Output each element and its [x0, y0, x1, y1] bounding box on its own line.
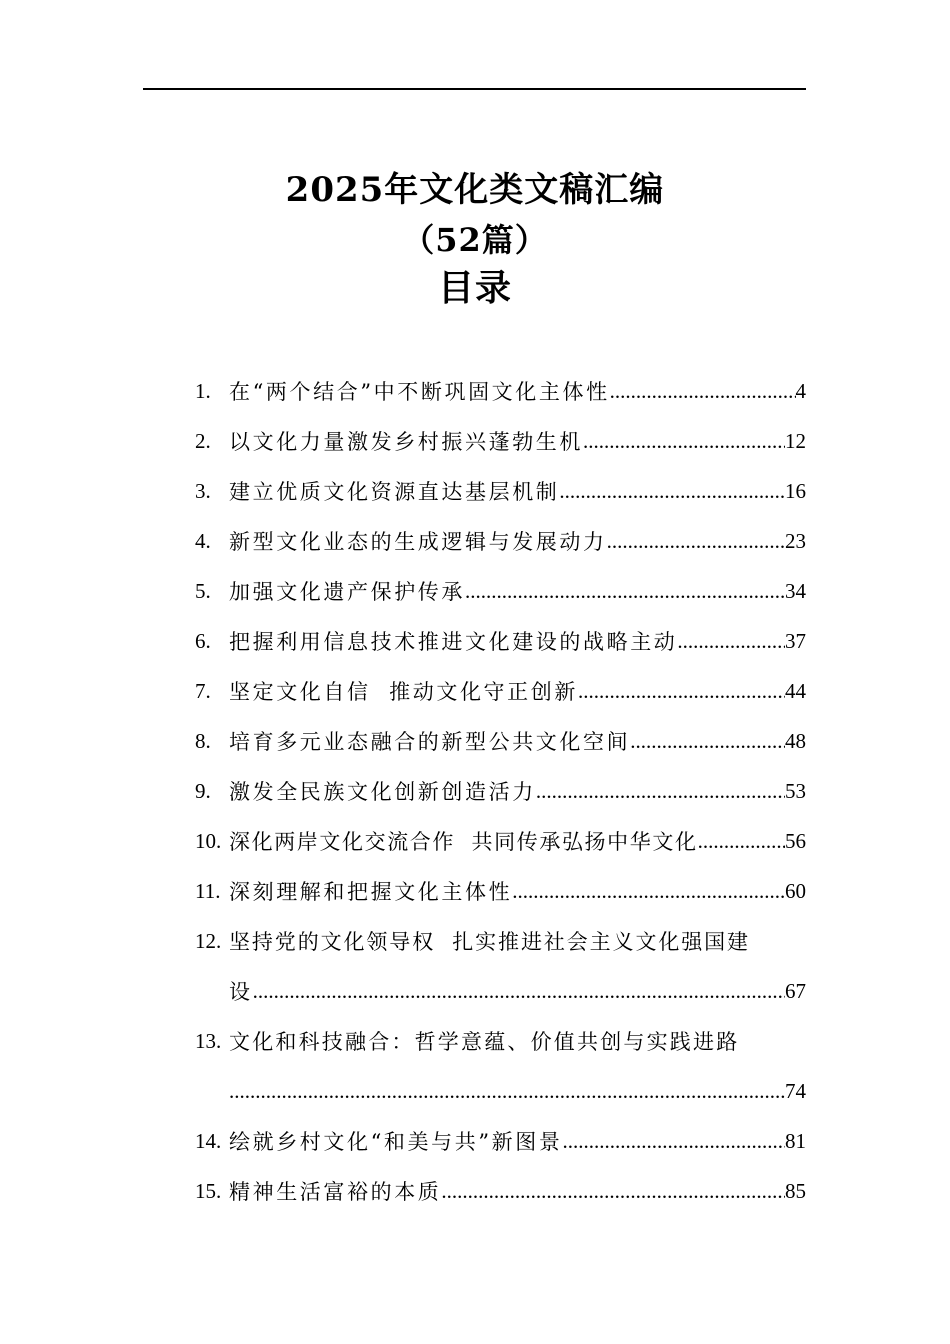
- toc-entry-page: 37: [785, 628, 806, 653]
- toc-entry-title-continued: 设: [229, 980, 253, 1004]
- toc-leader-dots: [578, 679, 785, 704]
- toc-entry-title: 深刻理解和把握文化主体性: [229, 880, 513, 904]
- toc-entry-page: 12: [785, 428, 806, 453]
- toc-entry[interactable]: [195, 1116, 806, 1166]
- toc-entry-number: 5.: [195, 578, 211, 603]
- toc-entry-title: 绘就乡村文化“和美与共”新图景: [229, 1130, 563, 1154]
- toc-entry-title: 在“两个结合”中不断巩固文化主体性: [229, 380, 610, 404]
- toc-entry-continuation[interactable]: [195, 966, 806, 1016]
- toc-entry-number: 3.: [195, 478, 211, 503]
- toc-entry-title: 激发全民族文化创新创造活力: [229, 780, 536, 804]
- toc-leader-dots: [630, 729, 785, 754]
- toc-entry[interactable]: [195, 1166, 806, 1216]
- document-title: 2025年文化类文稿汇编: [285, 170, 665, 210]
- toc-entry[interactable]: [195, 466, 806, 516]
- toc-entry-page: 60: [785, 878, 806, 903]
- toc-entry[interactable]: [195, 766, 806, 816]
- toc-entry-page: 74: [785, 1078, 806, 1103]
- toc-entry-page: 16: [785, 478, 806, 503]
- toc-heading: 目录: [437, 267, 512, 309]
- toc-entry-page: 53: [785, 778, 806, 803]
- toc-entry-title: 深化两岸文化交流合作 共同传承弘扬中华文化: [229, 830, 698, 854]
- toc-entry-number: 10.: [195, 828, 222, 853]
- toc-entry-continuation[interactable]: [195, 1066, 806, 1116]
- toc-entry[interactable]: [195, 916, 806, 966]
- toc-entry-number: 11.: [195, 878, 221, 903]
- toc-leader-dots: [562, 1129, 785, 1154]
- toc-entry[interactable]: [195, 816, 806, 866]
- toc-entry[interactable]: [195, 666, 806, 716]
- toc-entry-number: 14.: [195, 1128, 222, 1153]
- toc-entry[interactable]: [195, 616, 806, 666]
- toc-entry[interactable]: [195, 366, 806, 416]
- toc-leader-dots: [607, 529, 785, 554]
- toc-leader-dots: [610, 379, 796, 404]
- toc-entry-title: 建立优质文化资源直达基层机制: [229, 480, 560, 504]
- toc-entry[interactable]: [195, 716, 806, 766]
- toc-entry-number: 4.: [195, 528, 211, 553]
- toc-entry[interactable]: [195, 416, 806, 466]
- toc-entry[interactable]: [195, 866, 806, 916]
- toc-leader-dots: [698, 829, 785, 854]
- toc-leader-dots: [465, 579, 785, 604]
- toc-entry-title: 加强文化遗产保护传承: [229, 580, 465, 604]
- toc-entry-number: 12.: [195, 928, 222, 953]
- toc-entry[interactable]: [195, 566, 806, 616]
- toc-entry-number: 15.: [195, 1178, 222, 1203]
- header-rule: [143, 88, 806, 90]
- toc-entry-title: 以文化力量激发乡村振兴蓬勃生机: [229, 430, 583, 454]
- toc-entry-number: 8.: [195, 728, 211, 753]
- toc-entry-title: 坚持党的文化领导权 扎实推进社会主义文化强国建: [229, 930, 750, 954]
- toc-entry-title: 培育多元业态融合的新型公共文化空间: [229, 730, 631, 754]
- toc-entry-title: 精神生活富裕的本质: [229, 1180, 442, 1204]
- toc-entry-title: 把握利用信息技术推进文化建设的战略主动: [229, 630, 678, 654]
- toc-entry-number: 1.: [195, 378, 211, 403]
- toc-entry-title: 文化和科技融合：哲学意蕴、价值共创与实践进路: [229, 1030, 740, 1054]
- toc-leader-dots: [229, 1079, 785, 1104]
- toc-entry-number: 9.: [195, 778, 211, 803]
- toc-entry-page: 81: [785, 1128, 806, 1153]
- toc-entry-page: 48: [785, 728, 806, 753]
- toc-entry[interactable]: [195, 516, 806, 566]
- toc-entry-title: 坚定文化自信 推动文化守正创新: [229, 680, 578, 704]
- toc-entry-number: 7.: [195, 678, 211, 703]
- toc-leader-dots: [677, 629, 785, 654]
- toc-leader-dots: [441, 1179, 785, 1204]
- toc-leader-dots: [536, 779, 785, 804]
- document-subtitle-count: （52篇）: [402, 221, 548, 259]
- toc-entry-page: 67: [785, 978, 806, 1003]
- toc-leader-dots: [559, 479, 785, 504]
- toc-entry-page: 85: [785, 1178, 806, 1203]
- toc-leader-dots: [583, 429, 785, 454]
- toc-entry-page: 34: [785, 578, 806, 603]
- toc-entry-number: 13.: [195, 1028, 222, 1053]
- toc-entry-number: 2.: [195, 428, 211, 453]
- table-of-contents: [195, 366, 806, 1216]
- toc-entry-title: 新型文化业态的生成逻辑与发展动力: [229, 530, 607, 554]
- toc-entry-page: 44: [785, 678, 806, 703]
- toc-leader-dots: [253, 979, 785, 1004]
- toc-entry-page: 56: [785, 828, 806, 853]
- toc-entry-page: 23: [785, 528, 806, 553]
- toc-leader-dots: [512, 879, 785, 904]
- toc-entry-number: 6.: [195, 628, 211, 653]
- toc-entry[interactable]: [195, 1016, 806, 1066]
- toc-entry-page: 4: [795, 378, 806, 403]
